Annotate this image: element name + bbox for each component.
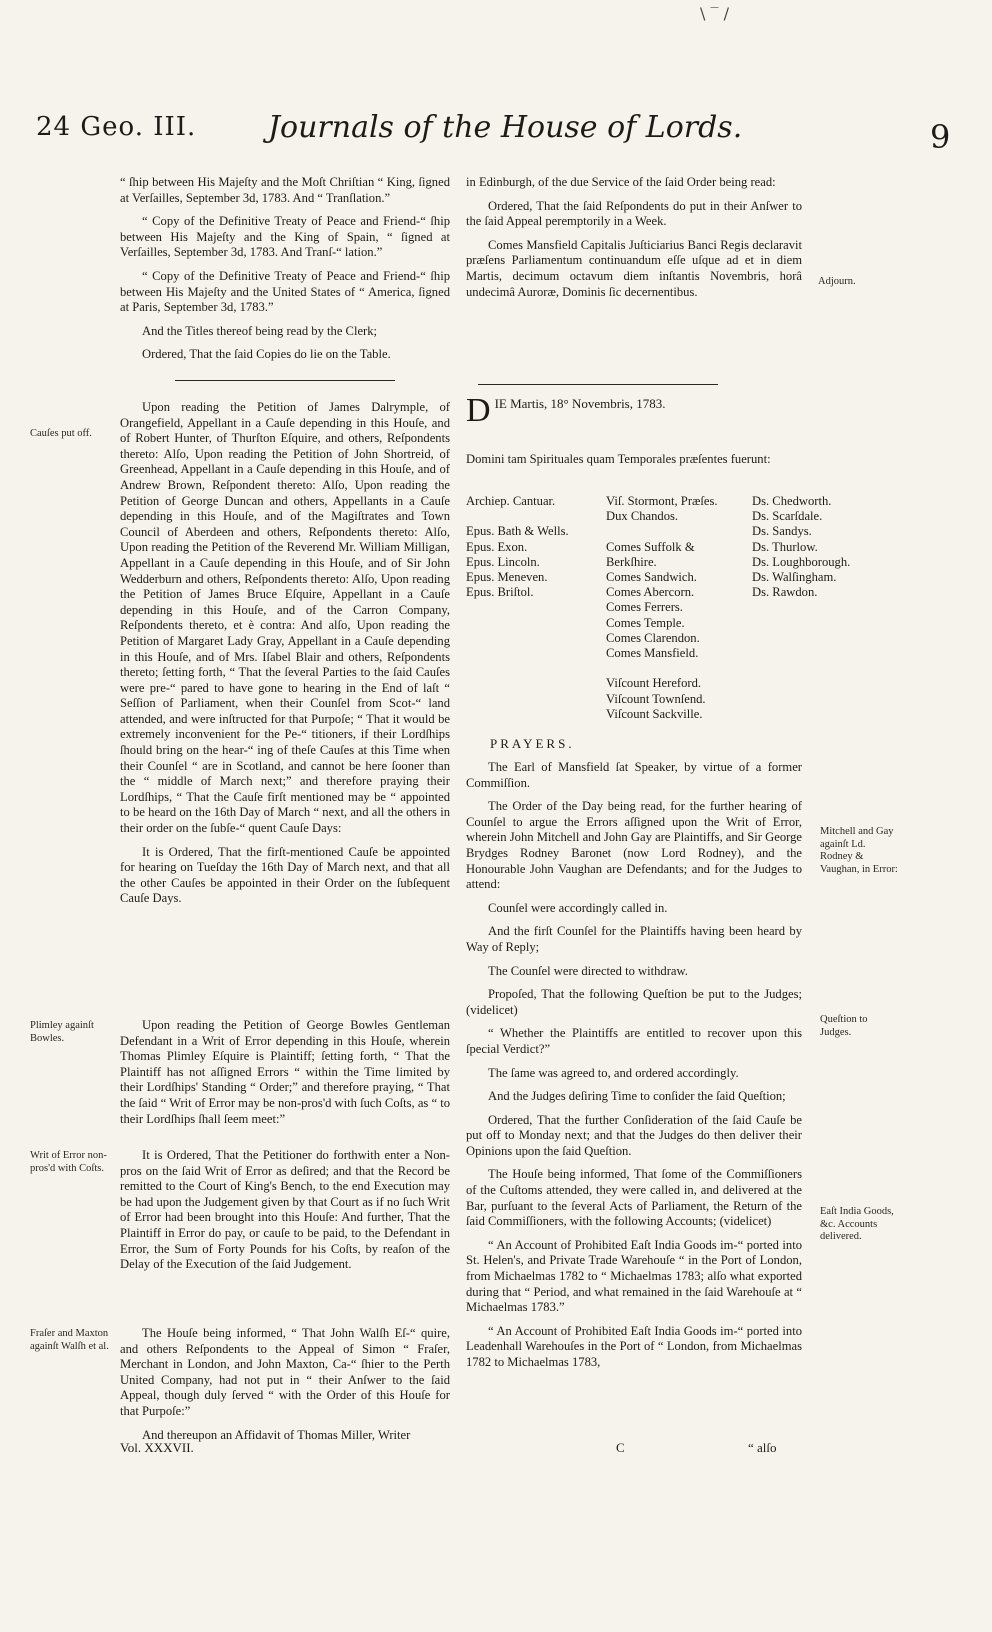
- paragraph: Ordered, That the ſaid Reſpondents do put in their Anſwer to the ſaid Appeal peremptorily in a Week.: [466, 198, 802, 229]
- roll-entry: Comes Suffolk &: [606, 539, 695, 554]
- paragraph: And the Titles thereof being read by the Clerk;: [142, 323, 378, 338]
- roll-entry: Epus. Briſtol.: [466, 585, 534, 600]
- roll-entry: Epus. Bath & Wells.: [466, 524, 569, 539]
- roll-entry: Epus. Lincoln.: [466, 554, 540, 569]
- roll-entry: Dux Chandos.: [606, 509, 679, 524]
- margin-note-writ: Writ of Error non-pros'd with Coſts.: [30, 1150, 107, 1174]
- roll-entry: Archiep. Cantuar.: [466, 494, 556, 508]
- roll-entry: Viſ. Stormont, Præſes.: [606, 494, 718, 508]
- right-column-top: [466, 175, 802, 308]
- roll-entry: Epus. Meneven.: [466, 570, 548, 585]
- paragraph: It is Ordered, That the firſt-mentioned Cauſe be appointed for hearing on Tueſday the 16th Day of March next, and that all the other Cauſes be appointed in their Order on the ſubſequent Cauſe Days.: [120, 844, 450, 906]
- paragraph: And the Judges deſiring Time to conſider the ſaid Queſtion;: [488, 1089, 786, 1104]
- roll-entry: Ds. Scarſdale.: [752, 509, 823, 524]
- paragraph: And the firſt Counſel for the Plaintiffs having been heard by Way of Reply;: [466, 924, 802, 954]
- margin-note-east-india: Eaſt India Goods, &c. Accounts delivered.: [820, 1206, 894, 1242]
- left-column-top: [120, 175, 450, 371]
- margin-note-causes: Cauſes put off.: [30, 428, 92, 439]
- sitting-date-text: IE Martis, 18° Novembris, 1783.: [494, 396, 666, 411]
- roll-entry: [606, 524, 718, 539]
- paragraph: The Houſe being informed, “ That John Walſh Eſ-“ quire, and others Reſpondents to the Appeal of Simon “ Fraſer, Merchant in London, and John Maxton, Ca-“ ſhier to the Perth United Company, had not put in “ their Anſwer to the ſaid Appeal, though duly ſerved “ with the Order of this Houſe for that Purpoſe:”: [120, 1326, 450, 1418]
- paragraph: It is Ordered, That the Petitioner do forthwith enter a Non-pros on the ſaid Writ of Error as deſired; and that the Record be remitted to the Court of King's Bench, to the end Execution may be had upon the Judgement given by that Court as if no ſuch Writ of Error had been brought into this Houſe: And further, That the Plaintiff in Error do pay, or cauſe to be paid, to the Defendant in Error, the Sum of Forty Pounds for his Coſts, by reaſon of the Delay of the Execution of the ſaid Judgement.: [120, 1148, 450, 1272]
- signature-mark: C: [616, 1440, 625, 1455]
- section-rule: [478, 384, 718, 385]
- roll-entry: Viſcount Townſend.: [606, 691, 706, 706]
- roll-entry: Comes Clarendon.: [606, 630, 700, 645]
- margin-note-fraser: Fraſer and Maxton againſt Walſh et al.: [30, 1328, 109, 1352]
- roll-entry: Epus. Exon.: [466, 539, 528, 554]
- drop-cap: D: [466, 392, 491, 429]
- roll-entry: [606, 661, 718, 676]
- sitting-date: [466, 392, 806, 429]
- paragraph: Upon reading the Petition of James Dalrymple, of Orangefield, Appellant in a Cauſe depending in this Houſe, and of Robert Hunter, of Thurſton Eſquire, and others, Reſpondents thereto: Alſo, Upon reading the Petition of John Shortreid, of Greenhead, Appellant in a Cauſe depending in this Houſe, and of Andrew Brown, Reſpondent thereto: Alſo, Upon reading the Petition of George Duncan and others, Appellants in a Cauſe depending in this Houſe, and of the Magiſtrates and Town Council of Aberdeen and others, Reſpondents thereto: Alſo, Upon reading the Petition of the Reverend Mr. William Milligan, Appellant in a Cauſe depending in this Houſe, and of Sir John Wedderburn and others, Reſpondents thereto: Alſo, Upon reading the Petition of James Bruce Eſquire, Appellant in a Cauſe depending in this Houſe, and of the Carron Company, Reſpondents thereto, et è contra: And alſo, Upon reading the Petition of Margaret Lady Gray, Appellant in a Cauſe depending in this Houſe, and of Mrs. Iſabel Blair and others, Reſpondents thereto; ſetting forth, “ That the ſeveral Parties to the ſaid Cauſes were pre-“ pared to have gone to hearing in the End of laſt “ Seſſion of Parliament, when their Counſel from Scot-“ land attended, and were inſtructed for that Purpoſe; “ That it would be extremely inconvenient for the Pe-“ titioners, if their Lordſhips ſhould bring on the hear-“ ing of theſe Cauſes at this Time when their Counſel “ are in Scotland, and cannot be here ſooner than the “ middle of March next;” and therefore praying their Lordſhips, “ That the Cauſe firſt mentioned may be “ appointed to be heard on the 16th Day of March “ next, and all the others in their order on the ſubſe-“ quent Cauſe Days:: [120, 400, 450, 836]
- running-head-left: 24 Geo. III.: [36, 112, 197, 142]
- paragraph: “ Copy of the Definitive Treaty of Peace and Friend-“ ſhip between His Majeſty and the United States of “ America, ſigned at Paris, September 3d, 1783.”: [120, 268, 450, 315]
- roll-entry: Comes Temple.: [606, 615, 685, 630]
- attendance-heading: Domini tam Spirituales quam Temporales præſentes fuerunt:: [466, 452, 771, 466]
- paragraph: Comes Mansfield Capitalis Juſticiarius Banci Regis declaravit præſens Parliamentum continuandum eſſe uſque ad et in diem Martis, decimum octavum diem inſtantis Novembris, horâ undecimâ Auroræ, Dominis ſic decernentibus.: [466, 237, 802, 299]
- attendance-roll-barons: [752, 494, 850, 600]
- attendance-roll-temporal: [606, 494, 718, 722]
- roll-entry: Ds. Chedworth.: [752, 494, 832, 508]
- paragraph: The ſame was agreed to, and ordered accordingly.: [488, 1065, 739, 1080]
- paragraph: The Earl of Mansfield ſat Speaker, by virtue of a former Commiſſion.: [466, 760, 802, 790]
- paragraph: “ Whether the Plaintiffs are entitled to recover upon this ſpecial Verdict?”: [466, 1026, 802, 1056]
- paragraph: Ordered, That the ſaid Copies do lie on the Table.: [142, 347, 391, 362]
- paragraph: Counſel were accordingly called in.: [488, 900, 668, 915]
- writ-section: [120, 1148, 450, 1281]
- paragraph: And thereupon an Affidavit of Thomas Miller, Writer: [142, 1427, 411, 1442]
- paragraph: “ Copy of the Definitive Treaty of Peace and Friend-“ ſhip between His Majeſty and the King of Spain, “ ſigned at Verſailles, September 3d, 1783. And Tranſ-“ lation.”: [120, 214, 450, 260]
- margin-note-mitchell: Mitchell and Gay againſt Ld. Rodney & Vaughan, in Error:: [820, 826, 898, 875]
- roll-entry: Comes Abercorn.: [606, 585, 695, 600]
- margin-note-question: Queſtion to Judges.: [820, 1014, 868, 1038]
- paragraph: Upon reading the Petition of George Bowles Gentleman Defendant in a Writ of Error depending in this Houſe, wherein Thomas Plimley Eſquire is Plaintiff; ſetting forth, “ That the Plaintiff has not aſſigned Errors “ within the Time limited by their Lordſhips' Standing “ Order;” and therefore praying, “ That the ſaid “ Writ of Error may be non-pros'd with ſuch Coſts, as “ to their Lordſhips ſhall ſeem meet:”: [120, 1018, 450, 1126]
- page-number: 9: [930, 118, 951, 156]
- paragraph: “ An Account of Prohibited Eaſt India Goods im-“ ported into St. Helen's, and Private Trade Warehouſe “ in the Port of London, from Michaelmas 1782 to “ Michaelmas 1783; alſo what exported during that “ Period, and what remained in the ſaid Warehouſe at “ Michaelmas 1783.”: [466, 1237, 802, 1315]
- roll-entry: Ds. Thurlow.: [752, 539, 818, 554]
- paragraph: Propoſed, That the following Queſtion be put to the Judges; (videlicet): [466, 987, 802, 1017]
- paragraph: The Houſe being informed, That ſome of the Commiſſioners of the Cuſtoms attended, they were called in, and delivered at the Bar, purſuant to the ſeveral Acts of Parliament, the Return of the ſaid Commiſſioners, with the following Accounts; (videlicet): [466, 1167, 802, 1229]
- roll-entry: Ds. Sandys.: [752, 524, 812, 539]
- roll-entry: Ds. Rawdon.: [752, 585, 818, 600]
- prayers-heading: PRAYERS.: [490, 736, 575, 751]
- plimley-section: [120, 1018, 450, 1135]
- paragraph: The Counſel were directed to withdraw.: [488, 963, 688, 978]
- volume-signature: Vol. XXXVII.: [120, 1440, 194, 1455]
- roll-entry: Comes Sandwich.: [606, 570, 697, 585]
- roll-entry: Ds. Loughborough.: [752, 554, 851, 569]
- roll-entry: Comes Ferrers.: [606, 600, 683, 615]
- paragraph: The Order of the Day being read, for the further hearing of Counſel to argue the Errors aſſigned upon the Writ of Error, wherein John Mitchell and John Gay are Plaintiffs, and Sir George Brydges Rodney Baronet (now Lord Rodney), and the Honourable John Vaughan are Defendants; and for the Judges to attend:: [466, 799, 802, 892]
- running-head-title: Journals of the House of Lords.: [268, 110, 743, 145]
- roll-entry: Berkſhire.: [606, 554, 657, 569]
- fraser-section: [120, 1326, 450, 1451]
- margin-note-adjourn: Adjourn.: [818, 276, 856, 287]
- paragraph: in Edinburgh, of the due Service of the ſaid Order being read:: [466, 175, 776, 189]
- paragraph: Ordered, That the further Conſideration of the ſaid Cauſe be put off to Monday next; and that the Judges do then deliver their Opinions upon the ſaid Queſtion.: [466, 1112, 802, 1158]
- paragraph: “ An Account of Prohibited Eaſt India Goods im-“ ported into Leadenhall Warehouſes in the Port of “ London, from Michaelmas 1782 to Michaelmas 1783,: [466, 1323, 802, 1369]
- roll-entry: Comes Mansfield.: [606, 646, 699, 661]
- page-corner-mark: \ ‾ /: [700, 4, 729, 23]
- catchword: “ alſo: [748, 1440, 777, 1455]
- roll-entry: Viſcount Hereford.: [606, 676, 702, 691]
- paragraph: “ ſhip between His Majeſty and the Moſt Chriſtian “ King, ſigned at Verſailles, September 3d, 1783. And “ Tranſlation.”: [120, 175, 450, 205]
- attendance-roll-spiritual: [466, 494, 569, 600]
- roll-entry: Ds. Walſingham.: [752, 570, 837, 585]
- causes-section: [120, 400, 450, 915]
- section-rule: [175, 380, 395, 381]
- roll-entry: [466, 509, 569, 524]
- roll-entry: Viſcount Sackville.: [606, 706, 703, 721]
- right-column-body: [466, 760, 802, 1379]
- margin-note-plimley: Plimley againſt Bowles.: [30, 1020, 94, 1044]
